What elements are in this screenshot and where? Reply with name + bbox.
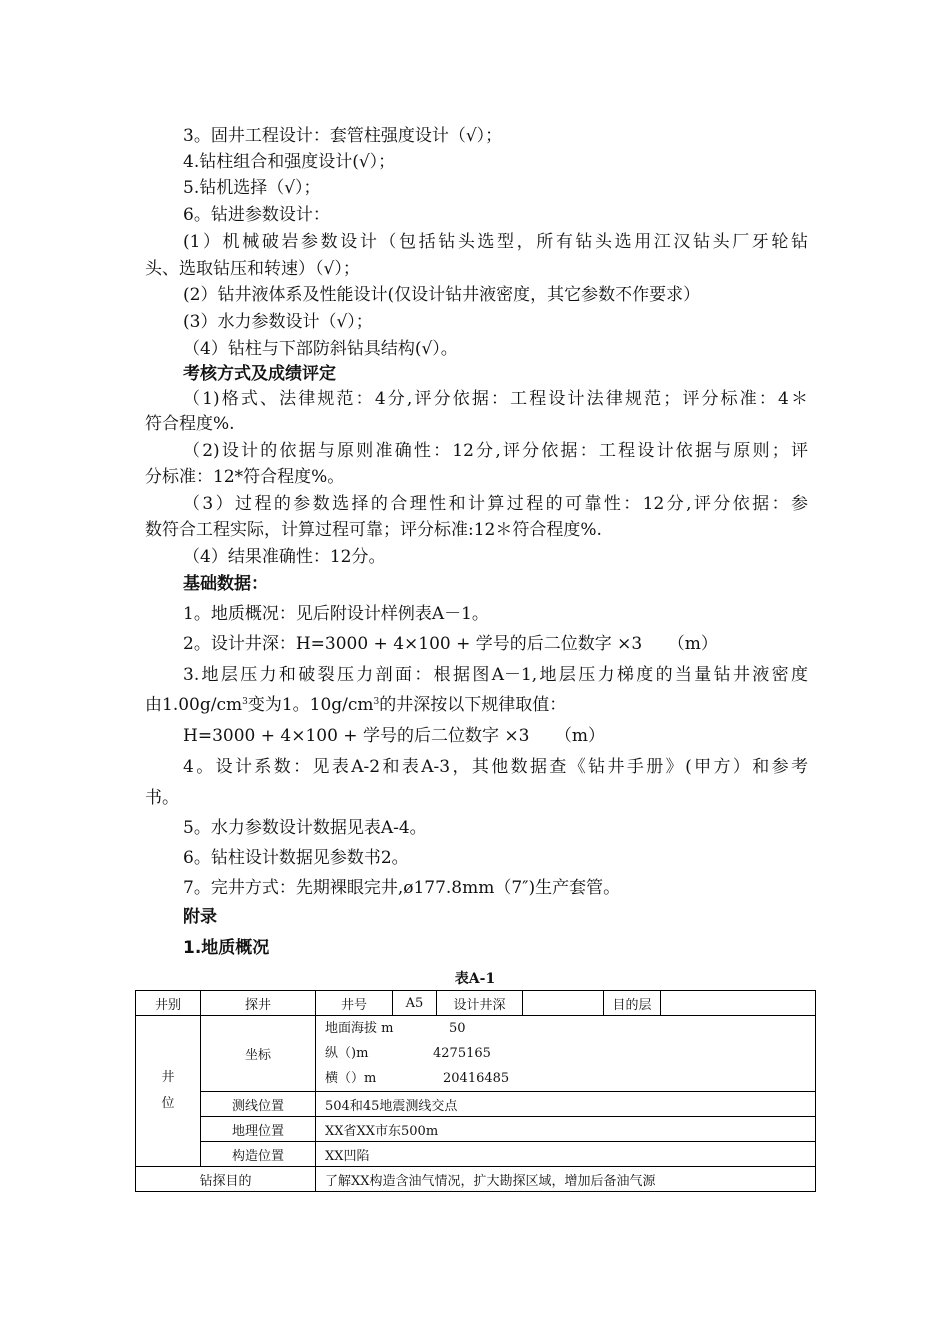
geology-table <box>135 990 816 1192</box>
survey-value: 504和45地震测线交点 <box>316 1092 816 1117</box>
well-position-label: 井 位 <box>136 1016 201 1167</box>
data-pressure: 3.地层压力和破裂压力剖面：根据图A－1,地层压力梯度的当量钻井液密度 <box>183 665 808 685</box>
design-depth-value <box>523 991 604 1016</box>
assess-basis-cont: 分标准：12*符合程度%。 <box>145 467 345 487</box>
heading-assessment: 考核方式及成绩评定 <box>183 364 336 384</box>
data-coefficients-cont: 书。 <box>145 788 179 808</box>
heading-basic-data: 基础数据： <box>183 574 268 594</box>
elevation-label: 地面海拔 m <box>325 1021 394 1036</box>
heading-geology-overview: 1.地质概况 <box>183 938 270 958</box>
structure-value: XX凹陷 <box>316 1142 816 1167</box>
assess-format-cont: 符合程度%. <box>145 414 235 434</box>
data-drillstring: 6。钻柱设计数据见参数书2。 <box>183 848 409 868</box>
table-row <box>136 1142 816 1167</box>
density-from: 由1.00g/cm <box>145 695 243 715</box>
density-rule: 的井深按以下规律取值： <box>379 695 567 715</box>
coord-label: 坐标 <box>201 1016 316 1092</box>
item-fluid: (2）钻井液体系及性能设计(仅设计钻井液密度，其它参数不作要求） <box>183 285 701 305</box>
assess-process-cont: 数符合工程实际，计算过程可靠；评分标准:12＊符合程度%. <box>145 520 602 540</box>
east-value: 20416485 <box>443 1071 510 1086</box>
target-layer-label: 目的层 <box>604 991 661 1016</box>
heading-appendix: 附录 <box>183 907 217 927</box>
superscript-3: 3 <box>373 697 380 707</box>
data-depth: 2。设计井深：H=3000 + 4×100 + 学号的后二位数字 ×3 （m） <box>183 634 718 654</box>
data-depth-formula: H=3000 + 4×100 + 学号的后二位数字 ×3 （m） <box>183 726 606 746</box>
east-label: 横（）m <box>325 1071 377 1086</box>
data-geology: 1。地质概况：见后附设计样例表A－1。 <box>183 604 489 624</box>
north-value: 4275165 <box>433 1046 491 1061</box>
item-hydraulic: (3）水力参数设计（√）； <box>183 312 373 332</box>
item-drilling-params: 6。钻进参数设计： <box>183 205 330 225</box>
coord-values <box>316 1016 816 1092</box>
well-no-label: 井号 <box>316 991 393 1016</box>
item-rig: 5.钻机选择（√）； <box>183 178 321 198</box>
geo-location-label: 地理位置 <box>201 1117 316 1142</box>
north-label: 纵（)m <box>325 1046 369 1061</box>
table-row <box>136 1167 816 1192</box>
well-type-value: 探井 <box>201 991 316 1016</box>
table-caption: 表A-1 <box>454 971 496 987</box>
item-bha: （4）钻柱与下部防斜钻具结构(√）。 <box>183 339 458 359</box>
survey-label: 测线位置 <box>201 1092 316 1117</box>
geo-location-value: XX省XX市东500m <box>316 1117 816 1142</box>
table-row <box>136 1016 816 1092</box>
elevation-value: 50 <box>449 1021 466 1036</box>
density-to: 变为1。10g/cm <box>247 695 374 715</box>
target-layer-value <box>661 991 816 1016</box>
table-row <box>136 991 816 1016</box>
data-hydraulic: 5。水力参数设计数据见表A-4。 <box>183 818 427 838</box>
assess-process: （3）过程的参数选择的合理性和计算过程的可靠性：12分,评分依据：参 <box>183 494 808 514</box>
well-no-value: A5 <box>393 991 437 1016</box>
assess-format: （1)格式、法律规范：4分,评分依据：工程设计法律规范；评分标准：4＊ <box>183 389 808 409</box>
item-mechanical: (1）机械破岩参数设计（包括钻头选型，所有钻头选用江汉钻头厂牙轮钻 <box>183 232 808 252</box>
data-pressure-cont <box>145 694 566 716</box>
purpose-label: 钻探目的 <box>136 1167 316 1192</box>
assess-result: （4）结果准确性：12分。 <box>183 547 386 567</box>
item-drillstring: 4.钻柱组合和强度设计(√）； <box>183 152 396 172</box>
assess-basis: （2)设计的依据与原则准确性：12分,评分依据：工程设计依据与原则；评 <box>183 441 808 461</box>
data-completion: 7。完井方式：先期裸眼完井,ø177.8mm（7″)生产套管。 <box>183 878 621 898</box>
purpose-value: 了解XX构造含油气情况，扩大勘探区域，增加后备油气源 <box>316 1167 816 1192</box>
superscript-3: 3 <box>242 697 248 707</box>
item-cementing: 3。固井工程设计：套管柱强度设计（√）； <box>183 126 503 146</box>
data-coefficients: 4。设计系数：见表A-2和表A-3，其他数据查《钻井手册》(甲方）和参考 <box>183 757 808 777</box>
structure-label: 构造位置 <box>201 1142 316 1167</box>
well-type-label: 井别 <box>136 991 201 1016</box>
design-depth-label: 设计井深 <box>437 991 523 1016</box>
table-row <box>136 1117 816 1142</box>
table-row <box>136 1092 816 1117</box>
item-mechanical-cont: 头、选取钻压和转速）（√）； <box>145 259 360 279</box>
